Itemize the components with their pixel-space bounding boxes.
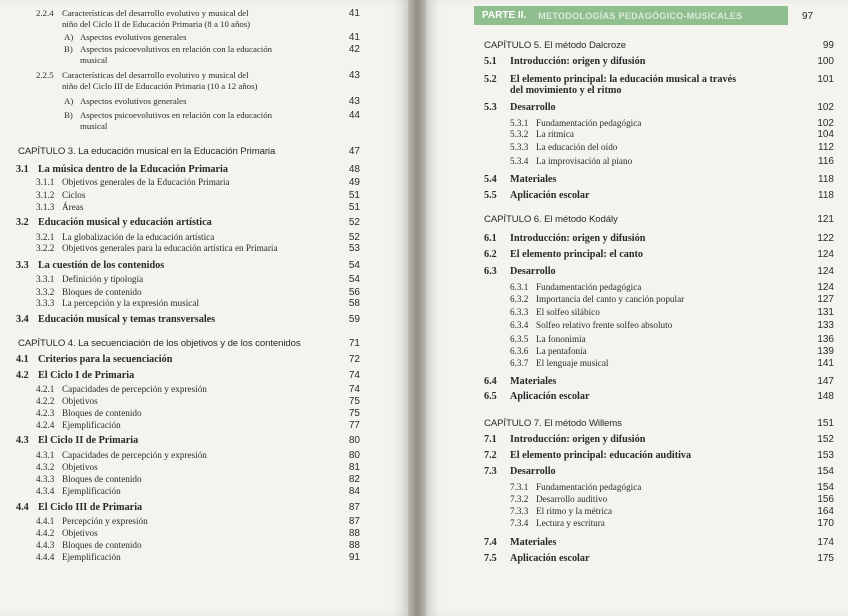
entry-number: 7.4: [484, 537, 497, 548]
entry-title: Introducción: origen y difusión: [510, 56, 646, 67]
chapter-entry: [484, 40, 834, 51]
page-number: 153: [817, 450, 834, 461]
page-number: 53: [348, 243, 360, 254]
toc-entry: [36, 408, 360, 419]
entry-title: Desarrollo: [510, 102, 556, 113]
entry-number: 2.2.4: [36, 8, 54, 18]
page-number: 87: [348, 516, 360, 527]
toc-entry: [36, 274, 360, 285]
page-number: 127: [817, 294, 834, 305]
entry-title: Capacidades de percepción y expresión: [62, 450, 207, 460]
toc-entry: [484, 376, 834, 387]
chapter-entry: [18, 338, 360, 349]
page-number: 100: [817, 56, 834, 67]
entry-title: Criterios para la secuenciación: [38, 354, 173, 365]
entry-title: Desarrollo auditivo: [536, 494, 608, 504]
toc-entry: [16, 435, 360, 446]
page-number: 48: [348, 164, 360, 175]
toc-entry: [510, 142, 834, 153]
page-number: 80: [348, 450, 360, 461]
page-number: 131: [817, 307, 834, 318]
entry-number: 6.3.1: [510, 282, 529, 292]
toc-entry: [484, 266, 834, 277]
entry-number: 6.5: [484, 391, 497, 402]
entry-number: 3.4: [16, 314, 29, 325]
page-number: 52: [348, 232, 360, 243]
toc-entry: [484, 553, 834, 564]
entry-title: La educación del oído: [536, 142, 618, 152]
entry-title: Objetivos: [62, 528, 98, 538]
toc-entry: [16, 217, 360, 228]
toc-entry: [484, 434, 834, 445]
entry-title: Definición y tipología: [62, 274, 144, 284]
entry-title: Percepción y expresión: [62, 516, 148, 526]
toc-entry: [36, 202, 360, 213]
page-number: 102: [817, 102, 834, 113]
toc-entry: [484, 537, 834, 548]
entry-number: 7.5: [484, 553, 497, 564]
entry-title: Características del desarrollo evolutivo y musical del niño del Ciclo II de Educación Primaria (8 a 10 años): [62, 8, 251, 29]
toc-entry: [64, 110, 360, 132]
entry-title: Objetivos generales de la Educación Primaria: [62, 177, 230, 187]
entry-number: 4.4.4: [36, 552, 55, 562]
entry-number: 4.2: [16, 370, 29, 381]
toc-entry: [510, 482, 834, 493]
entry-number: 5.3: [484, 102, 497, 113]
entry-title: Educación musical y educación artística: [38, 217, 212, 228]
toc-entry: [36, 462, 360, 473]
entry-title: La cuestión de los contenidos: [38, 260, 165, 271]
page-number: 82: [348, 474, 360, 485]
entry-title: El Ciclo III de Primaria: [38, 502, 143, 513]
toc-entry: [16, 260, 360, 271]
entry-number: 4.2.3: [36, 408, 55, 418]
entry-title: Objetivos: [62, 396, 98, 406]
page-number: 49: [348, 177, 360, 188]
chapter-title: CAPÍTULO 3. La educación musical en la Educación Primaria: [18, 146, 276, 157]
toc-entry: [510, 307, 834, 318]
entry-number: 2.2.5: [36, 70, 54, 80]
entry-number: 3.2.1: [36, 232, 55, 242]
entry-title: La pentafonía: [536, 346, 587, 356]
page-number: 41: [348, 8, 360, 19]
page-number: 154: [817, 482, 834, 493]
page-number: 58: [348, 298, 360, 309]
page-number: 87: [348, 502, 360, 513]
book-gutter: [408, 0, 426, 616]
entry-title: Desarrollo: [510, 466, 556, 477]
toc-entry: [36, 298, 360, 309]
chapter-entry: [484, 214, 834, 225]
entry-title: Objetivos: [62, 462, 98, 472]
page-number: 71: [348, 338, 360, 349]
entry-number: 4.4.2: [36, 528, 55, 538]
page-number: 147: [817, 376, 834, 387]
page-number: 124: [817, 266, 834, 277]
right-page: [426, 0, 848, 616]
entry-title: Ciclos: [62, 190, 86, 200]
entry-number: 4.4: [16, 502, 29, 513]
entry-number: 7.3.4: [510, 518, 529, 528]
entry-title: La globalización de la educación artística: [62, 232, 215, 242]
chapter-title: CAPÍTULO 7. El método Willems: [484, 418, 622, 429]
page-number: 122: [817, 233, 834, 244]
entry-title: El solfeo silábico: [536, 307, 600, 317]
entry-number: 4.3.2: [36, 462, 55, 472]
toc-entry: [36, 420, 360, 431]
toc-entry: [510, 294, 834, 305]
toc-entry: [36, 486, 360, 497]
entry-title: La improvisación al piano: [536, 156, 633, 166]
page-number: 77: [348, 420, 360, 431]
entry-number: 3.1.2: [36, 190, 55, 200]
chapter-entry: [18, 146, 360, 157]
entry-title: Importancia del canto y canción popular: [536, 294, 685, 304]
page-number: 74: [348, 370, 360, 381]
page-number: 91: [348, 552, 360, 563]
entry-title: Aspectos evolutivos generales: [80, 96, 187, 106]
part-title: METODOLOGÍAS PEDAGÓGICO-MUSICALES: [538, 10, 743, 21]
entry-number: 6.3.2: [510, 294, 529, 304]
toc-entry: [36, 243, 360, 254]
entry-title: La fononimia: [536, 334, 586, 344]
entry-number: B): [64, 110, 73, 120]
page-number: 170: [817, 518, 834, 529]
entry-number: 3.2.2: [36, 243, 55, 253]
page-number: 121: [817, 214, 834, 225]
toc-entry: [16, 314, 360, 325]
page-number: 42: [348, 44, 360, 55]
entry-number: 3.3: [16, 260, 29, 271]
toc-entry: [36, 232, 360, 243]
toc-entry: [510, 320, 834, 331]
entry-number: 4.3.3: [36, 474, 55, 484]
page-number: 88: [348, 540, 360, 551]
entry-number: 3.3.2: [36, 287, 55, 297]
chapter-title: CAPÍTULO 4. La secuenciación de los objetivos y de los contenidos: [18, 338, 301, 349]
page-number: 152: [817, 434, 834, 445]
toc-entry: [484, 233, 834, 244]
entry-title: Características del desarrollo evolutivo y musical del niño del Ciclo III de Educación Primaria (10 a 12 años): [62, 70, 258, 91]
toc-entry: [510, 156, 834, 167]
page-number: 56: [348, 287, 360, 298]
page-number: 74: [348, 384, 360, 395]
page-number: 156: [817, 494, 834, 505]
toc-entry: [484, 466, 834, 477]
page-number: 164: [817, 506, 834, 517]
page-number: 99: [822, 40, 834, 51]
toc-entry: [16, 354, 360, 365]
page-number: 80: [348, 435, 360, 446]
part-page-number: 97: [802, 11, 814, 22]
entry-title: Objetivos generales para la educación artística en Primaria: [62, 243, 278, 253]
toc-entry: [484, 450, 834, 461]
page-number: 81: [348, 462, 360, 473]
toc-entry: [36, 474, 360, 485]
entry-title: El elemento principal: la educación musical a través del movimiento y el ritmo: [510, 74, 737, 96]
toc-entry: [510, 334, 834, 345]
page-number: 47: [348, 146, 360, 157]
entry-title: Fundamentación pedagógica: [536, 482, 642, 492]
entry-title: El lenguaje musical: [536, 358, 609, 368]
entry-title: Fundamentación pedagógica: [536, 282, 642, 292]
toc-entry: [484, 190, 834, 201]
entry-number: 4.3: [16, 435, 29, 446]
entry-number: B): [64, 44, 73, 54]
toc-entry: [16, 502, 360, 513]
page-number: 124: [817, 249, 834, 260]
toc-entry: [36, 70, 360, 92]
toc-entry: [64, 96, 360, 107]
toc-entry: [36, 540, 360, 551]
entry-title: Aspectos psicoevolutivos en relación con la educación musical: [80, 44, 273, 65]
page-number: 148: [817, 391, 834, 402]
page-number: 151: [817, 418, 834, 429]
entry-number: A): [64, 32, 74, 42]
entry-number: 6.3.6: [510, 346, 529, 356]
entry-number: 3.2: [16, 217, 29, 228]
page-number: 44: [348, 110, 360, 121]
toc-entry: [510, 118, 834, 129]
entry-number: 6.2: [484, 249, 497, 260]
entry-number: 5.3.3: [510, 142, 529, 152]
entry-title: Aplicación escolar: [510, 391, 590, 402]
entry-title: La percepción y la expresión musical: [62, 298, 199, 308]
page-number: 133: [817, 320, 834, 331]
page-number: 112: [818, 142, 834, 153]
toc-entry: [484, 249, 834, 260]
entry-number: 7.3.1: [510, 482, 529, 492]
page-number: 136: [817, 334, 834, 345]
entry-number: 4.2.1: [36, 384, 55, 394]
toc-entry: [36, 552, 360, 563]
page-number: 118: [818, 190, 834, 201]
toc-entry: [510, 518, 834, 529]
page-number: 174: [817, 537, 834, 548]
entry-title: La rítmica: [536, 129, 575, 139]
toc-entry: [36, 450, 360, 461]
entry-number: 7.3.3: [510, 506, 529, 516]
toc-entry: [510, 494, 834, 505]
part-header: [474, 6, 788, 25]
entry-number: 6.4: [484, 376, 497, 387]
entry-number: 3.1.3: [36, 202, 55, 212]
entry-title: Educación musical y temas transversales: [38, 314, 216, 325]
toc-entry: [36, 384, 360, 395]
entry-title: Introducción: origen y difusión: [510, 434, 646, 445]
toc-entry: [484, 174, 834, 185]
page-number: 75: [348, 408, 360, 419]
page-number: 141: [817, 358, 834, 369]
entry-number: 4.3.1: [36, 450, 55, 460]
entry-number: 4.1: [16, 354, 29, 365]
page-number: 54: [348, 274, 360, 285]
entry-number: 7.2: [484, 450, 497, 461]
toc-entry: [36, 396, 360, 407]
entry-number: 3.3.3: [36, 298, 55, 308]
toc-entry: [16, 164, 360, 175]
page-number: 75: [348, 396, 360, 407]
entry-title: Aspectos evolutivos generales: [80, 32, 187, 42]
chapter-title: CAPÍTULO 6. El método Kodály: [484, 214, 618, 225]
entry-number: 5.3.4: [510, 156, 529, 166]
entry-number: 6.3.3: [510, 307, 529, 317]
entry-title: El elemento principal: educación auditiva: [510, 450, 692, 461]
entry-title: Bloques de contenido: [62, 287, 142, 297]
entry-number: 5.4: [484, 174, 497, 185]
toc-entry: [484, 56, 834, 67]
entry-title: Aplicación escolar: [510, 190, 590, 201]
toc-entry: [64, 32, 360, 43]
entry-title: Bloques de contenido: [62, 540, 142, 550]
page-number: 43: [348, 70, 360, 81]
entry-number: 4.2.2: [36, 396, 55, 406]
entry-title: Materiales: [510, 537, 557, 548]
toc-entry: [510, 346, 834, 357]
entry-title: El Ciclo I de Primaria: [38, 370, 135, 381]
toc-entry: [16, 370, 360, 381]
toc-entry: [36, 287, 360, 298]
page-number: 154: [817, 466, 834, 477]
page-number: 88: [348, 528, 360, 539]
entry-number: 4.2.4: [36, 420, 55, 430]
entry-number: 4.4.1: [36, 516, 55, 526]
entry-title: El ritmo y la métrica: [536, 506, 613, 516]
toc-entry: [484, 391, 834, 402]
page-number: 139: [817, 346, 834, 357]
chapter-entry: [484, 418, 834, 429]
entry-number: 6.3.7: [510, 358, 529, 368]
entry-number: A): [64, 96, 74, 106]
toc-entry: [36, 190, 360, 201]
entry-title: Bloques de contenido: [62, 474, 142, 484]
page-number: 116: [818, 156, 834, 167]
toc-entry: [36, 528, 360, 539]
toc-entry: [484, 74, 834, 96]
entry-title: Aplicación escolar: [510, 553, 590, 564]
toc-entry: [510, 129, 834, 140]
page-number: 104: [817, 129, 834, 140]
entry-number: 7.1: [484, 434, 497, 445]
page-number: 51: [348, 202, 360, 213]
entry-number: 4.4.3: [36, 540, 55, 550]
entry-number: 5.5: [484, 190, 497, 201]
entry-title: Materiales: [510, 376, 557, 387]
entry-number: 6.1: [484, 233, 497, 244]
entry-title: Ejemplificación: [62, 420, 121, 430]
entry-title: Fundamentación pedagógica: [536, 118, 642, 128]
entry-number: 7.3.2: [510, 494, 529, 504]
entry-title: Aspectos psicoevolutivos en relación con la educación musical: [80, 110, 273, 131]
entry-title: Desarrollo: [510, 266, 556, 277]
page-number: 124: [817, 282, 834, 293]
entry-number: 6.3.4: [510, 320, 529, 330]
entry-title: El elemento principal: el canto: [510, 249, 643, 260]
page-number: 43: [348, 96, 360, 107]
entry-number: 5.2: [484, 74, 497, 85]
entry-title: Solfeo relativo frente solfeo absoluto: [536, 320, 673, 330]
entry-title: Bloques de contenido: [62, 408, 142, 418]
entry-title: Capacidades de percepción y expresión: [62, 384, 207, 394]
part-label: PARTE II.: [482, 10, 527, 21]
page-number: 118: [818, 174, 834, 185]
entry-title: Ejemplificación: [62, 486, 121, 496]
toc-entry: [64, 44, 360, 66]
entry-number: 5.3.1: [510, 118, 529, 128]
entry-number: 5.1: [484, 56, 497, 67]
entry-title: Ejemplificación: [62, 552, 121, 562]
entry-title: La música dentro de la Educación Primaria: [38, 164, 228, 175]
page-number: 54: [348, 260, 360, 271]
entry-number: 4.3.4: [36, 486, 55, 496]
entry-number: 6.3: [484, 266, 497, 277]
entry-number: 3.3.1: [36, 274, 55, 284]
page-number: 52: [348, 217, 360, 228]
entry-number: 3.1.1: [36, 177, 55, 187]
toc-entry: [510, 282, 834, 293]
entry-title: Lectura y escritura: [536, 518, 605, 528]
toc-entry: [36, 8, 360, 30]
chapter-title: CAPÍTULO 5. El método Dalcroze: [484, 40, 627, 51]
page-number: 59: [348, 314, 360, 325]
toc-entry: [36, 177, 360, 188]
page-number: 41: [348, 32, 360, 43]
page-number: 84: [348, 486, 360, 497]
page-number: 72: [348, 354, 360, 365]
entry-number: 3.1: [16, 164, 29, 175]
entry-number: 6.3.5: [510, 334, 529, 344]
page-number: 101: [817, 74, 834, 85]
entry-title: El Ciclo II de Primaria: [38, 435, 139, 446]
toc-entry: [36, 516, 360, 527]
page-number: 102: [817, 118, 834, 129]
toc-entry: [484, 102, 834, 113]
entry-title: Materiales: [510, 174, 557, 185]
left-page: [0, 0, 408, 616]
entry-number: 7.3: [484, 466, 497, 477]
page-number: 175: [817, 553, 834, 564]
entry-number: 5.3.2: [510, 129, 529, 139]
toc-entry: [510, 506, 834, 517]
entry-title: Áreas: [62, 202, 84, 212]
toc-entry: [510, 358, 834, 369]
page-number: 51: [348, 190, 360, 201]
entry-title: Introducción: origen y difusión: [510, 233, 646, 244]
